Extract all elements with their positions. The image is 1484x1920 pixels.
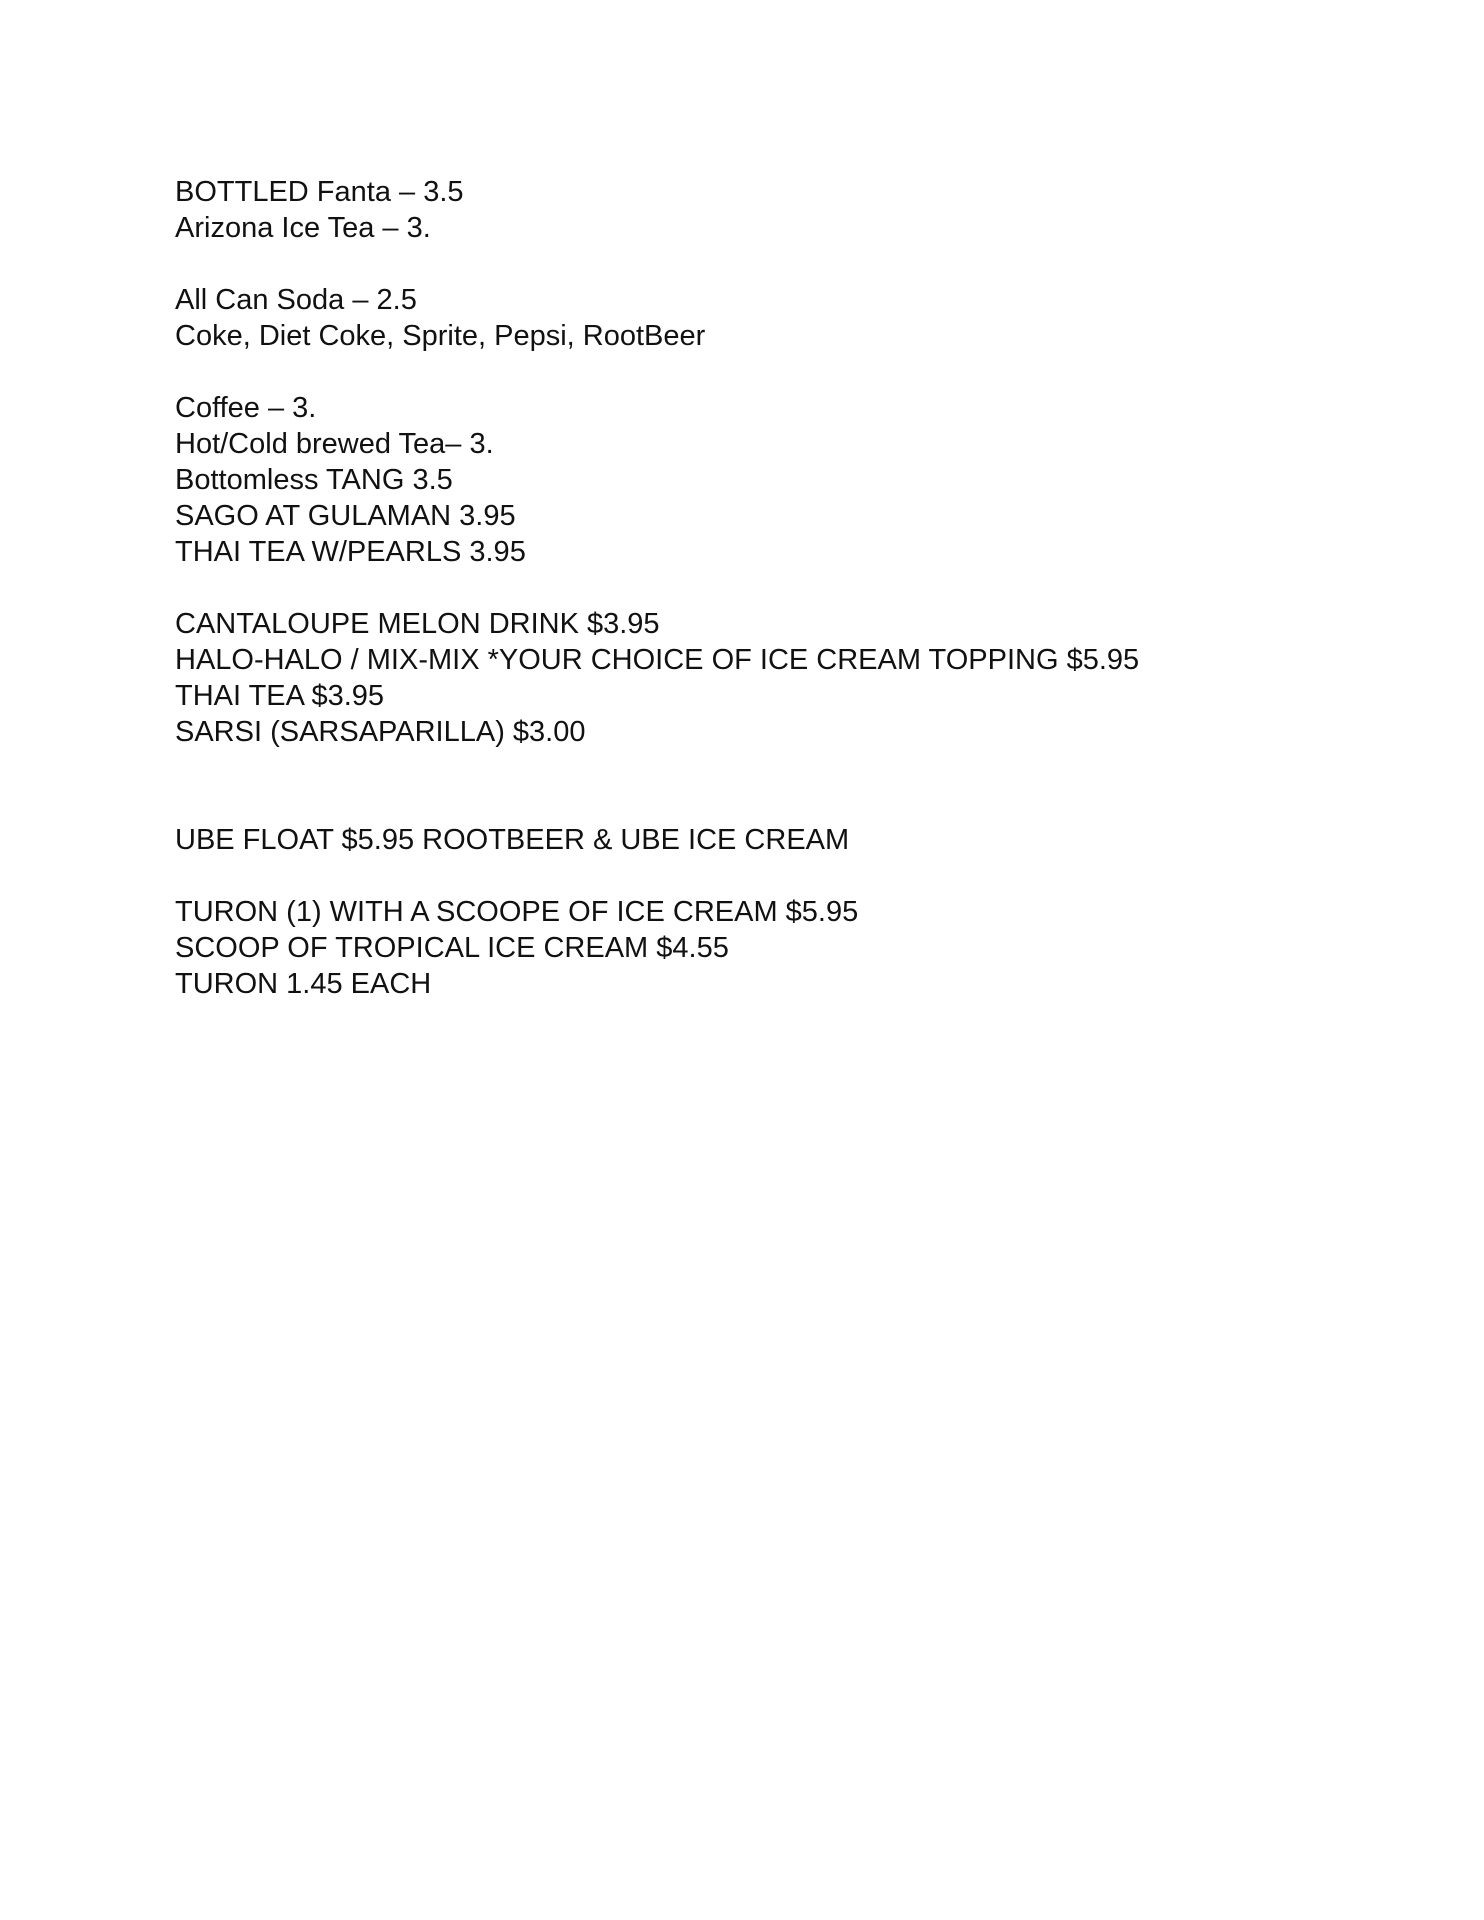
menu-line: Coke, Diet Coke, Sprite, Pepsi, RootBeer — [175, 320, 706, 352]
menu-line: THAI TEA $3.95 — [175, 680, 385, 712]
float-section — [175, 822, 1415, 858]
menu-line: Coffee – 3. — [175, 392, 317, 424]
coffee-tea-section — [175, 390, 1415, 570]
section-spacer — [175, 858, 1415, 894]
menu-line: TURON 1.45 EACH — [175, 968, 432, 1000]
dessert-section — [175, 894, 1415, 1002]
menu-line: TURON (1) WITH A SCOOPE OF ICE CREAM $5.95 — [175, 896, 859, 928]
menu-line: SAGO AT GULAMAN 3.95 — [175, 500, 516, 532]
bottled-drinks-section — [175, 174, 1415, 246]
menu-line: Arizona Ice Tea – 3. — [175, 212, 431, 244]
menu-line: Bottomless TANG 3.5 — [175, 464, 453, 496]
section-spacer — [175, 750, 1415, 822]
menu-line: HALO-HALO / MIX-MIX *YOUR CHOICE OF ICE CREAM TOPPING $5.95 — [175, 644, 1140, 676]
menu-line: SARSI (SARSAPARILLA) $3.00 — [175, 716, 586, 748]
section-spacer — [175, 246, 1415, 282]
drink-menu-text — [175, 174, 1415, 1002]
menu-line: CANTALOUPE MELON DRINK $3.95 — [175, 608, 660, 640]
section-spacer — [175, 354, 1415, 390]
specialty-drinks-section — [175, 606, 1415, 750]
menu-line: All Can Soda – 2.5 — [175, 284, 417, 316]
menu-line: UBE FLOAT $5.95 ROOTBEER & UBE ICE CREAM — [175, 824, 850, 856]
menu-line: SCOOP OF TROPICAL ICE CREAM $4.55 — [175, 932, 729, 964]
menu-line: THAI TEA W/PEARLS 3.95 — [175, 536, 526, 568]
section-spacer — [175, 570, 1415, 606]
menu-line: Hot/Cold brewed Tea– 3. — [175, 428, 494, 460]
can-soda-section — [175, 282, 1415, 354]
menu-line: BOTTLED Fanta – 3.5 — [175, 176, 464, 208]
